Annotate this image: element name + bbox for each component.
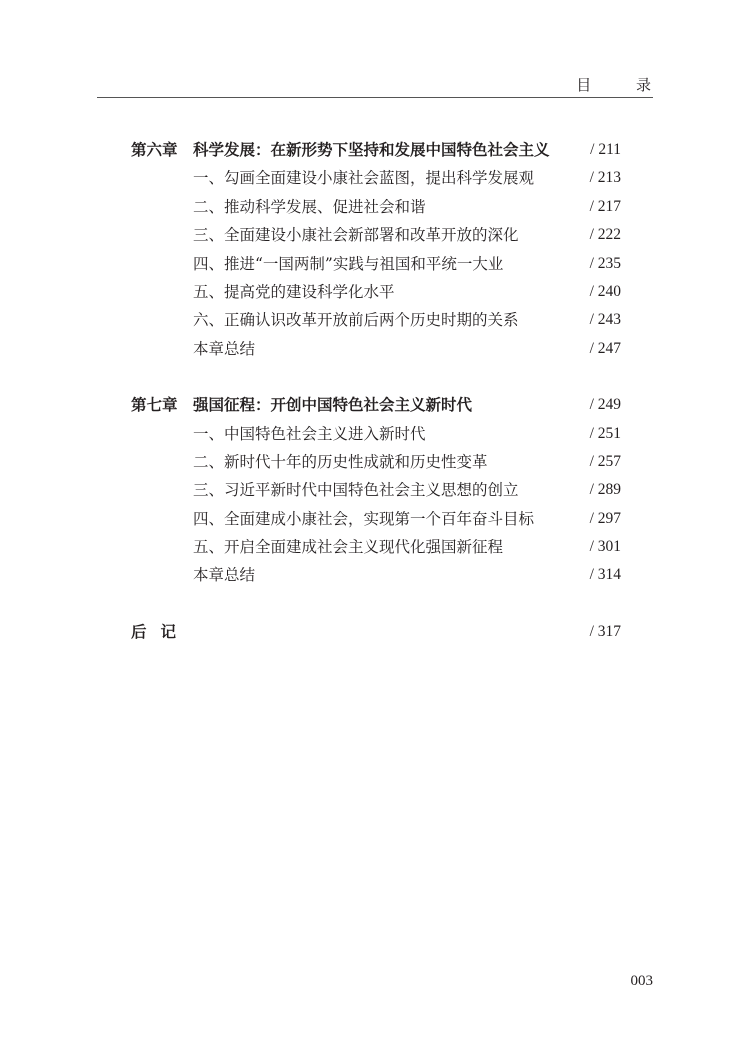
page-number: / 297	[589, 509, 621, 527]
entry-title: 二、新时代十年的历史性成就和历史性变革	[193, 452, 488, 471]
toc-entry[interactable]	[131, 335, 621, 363]
page-number: / 257	[589, 452, 621, 470]
toc-entry[interactable]	[131, 306, 621, 334]
entry-title: 三、全面建设小康社会新部署和改革开放的深化	[193, 226, 519, 245]
toc-entry[interactable]	[131, 533, 621, 561]
toc-afterword[interactable]	[131, 618, 621, 646]
toc-entry[interactable]	[131, 278, 621, 306]
page-number: / 213	[589, 169, 621, 187]
chapter-title: 强国征程：开创中国特色社会主义新时代	[193, 396, 473, 415]
toc-entry[interactable]	[131, 448, 621, 476]
entry-title: 五、提高党的建设科学化水平	[193, 282, 395, 301]
page-number: / 243	[589, 311, 621, 329]
chapter-number: 第七章	[131, 396, 178, 415]
page-number: / 251	[589, 424, 621, 442]
entry-title: 四、全面建成小康社会，实现第一个百年奋斗目标	[193, 509, 535, 528]
header-title: 目 录	[576, 76, 671, 94]
toc-entry[interactable]	[131, 476, 621, 504]
entry-title: 二、推动科学发展、促进社会和谐	[193, 197, 426, 216]
running-header	[97, 70, 671, 98]
afterword-title: 后记	[131, 622, 191, 641]
page-number: / 317	[589, 622, 621, 640]
toc-entry[interactable]	[131, 561, 621, 589]
entry-title: 一、勾画全面建设小康社会蓝图，提出科学发展观	[193, 169, 535, 188]
toc-entry[interactable]	[131, 193, 621, 221]
entry-title: 一、中国特色社会主义进入新时代	[193, 424, 426, 443]
chapter-title: 科学发展：在新形势下坚持和发展中国特色社会主义	[193, 141, 550, 159]
toc-entry[interactable]	[131, 250, 621, 278]
toc-entry[interactable]	[131, 420, 621, 448]
page-number: / 247	[589, 339, 621, 357]
table-of-contents	[131, 136, 621, 646]
page-number: / 289	[589, 481, 621, 499]
entry-title: 三、习近平新时代中国特色社会主义思想的创立	[193, 481, 519, 500]
entry-title: 本章总结	[193, 339, 256, 358]
page-number: / 240	[589, 282, 621, 300]
spacer	[131, 590, 621, 618]
entry-title: 本章总结	[193, 566, 256, 585]
header-rule	[97, 97, 653, 98]
entry-title: 五、开启全面建成社会主义现代化强国新征程	[193, 538, 504, 557]
page-number: / 249	[589, 396, 621, 414]
toc-entry[interactable]	[131, 221, 621, 249]
page-number: / 301	[589, 538, 621, 556]
entry-title: 六、正确认识改革开放前后两个历史时期的关系	[193, 311, 519, 330]
page-number: / 222	[589, 226, 621, 244]
toc-entry[interactable]	[131, 505, 621, 533]
toc-chapter-6[interactable]	[131, 136, 621, 164]
page-number: / 314	[589, 566, 621, 584]
page-folio: 003	[630, 973, 653, 989]
spacer	[131, 363, 621, 391]
toc-chapter-7[interactable]	[131, 391, 621, 419]
page-number: / 217	[589, 197, 621, 215]
chapter-number: 第六章	[131, 141, 178, 159]
toc-entry[interactable]	[131, 164, 621, 192]
page-number: / 211	[590, 141, 621, 158]
entry-title: 四、推进“一国两制”实践与祖国和平统一大业	[193, 254, 504, 273]
page-number: / 235	[589, 254, 621, 272]
